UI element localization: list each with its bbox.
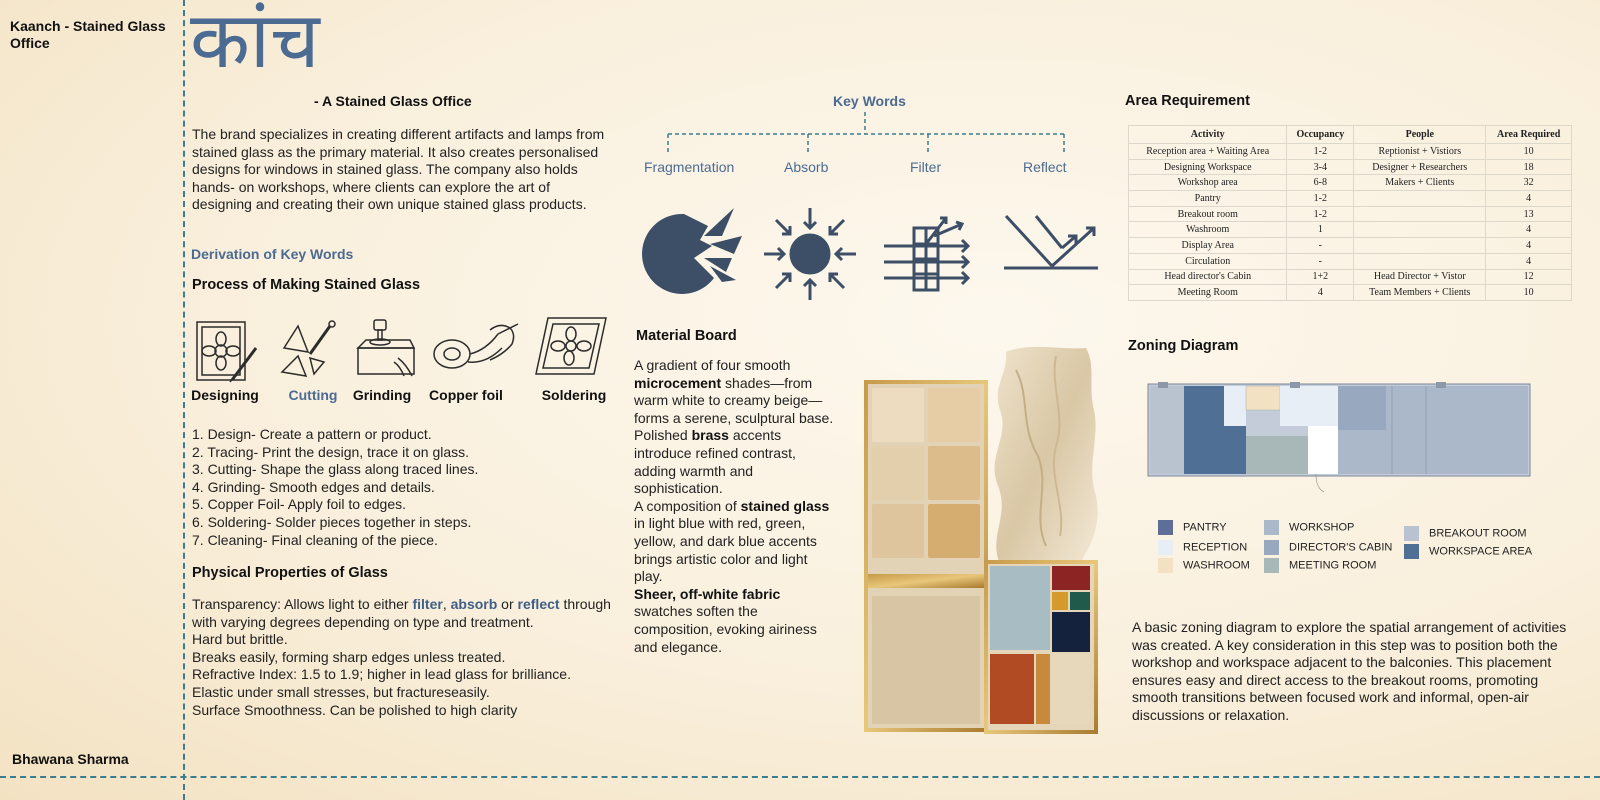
list-item: 2. Tracing- Print the design, trace it on glass. — [192, 443, 470, 460]
fabric-description — [634, 586, 838, 656]
material-board-heading: Material Board — [636, 328, 737, 344]
stage-label-cutting: Cutting — [288, 387, 338, 403]
column-header: Activity — [1129, 126, 1287, 144]
grinding-icon — [354, 318, 418, 391]
stage-label-copper-foil: Copper foil — [429, 387, 503, 403]
legend-label: WORKSHOP — [1289, 521, 1355, 534]
legend-label: WASHROOM — [1183, 559, 1250, 572]
table-cell: 1-2 — [1287, 191, 1354, 207]
table-cell: 4 — [1486, 238, 1572, 254]
legend-label: BREAKOUT ROOM — [1429, 527, 1527, 540]
property-line: Elastic under small stresses, but fractureseasily. — [192, 683, 490, 700]
legend-item-workshop — [1264, 520, 1354, 535]
list-item: 5. Copper Foil- Apply foil to edges. — [192, 496, 407, 513]
legend-item-breakout-room — [1404, 526, 1527, 541]
property-line: Surface Smoothness. Can be polished to high clarity — [192, 701, 518, 718]
microcement-description — [634, 357, 838, 427]
legend-item-pantry — [1158, 520, 1227, 535]
table-row — [1129, 144, 1572, 160]
table-cell: Designer + Researchers — [1354, 159, 1486, 175]
keywords-heading: Key Words — [833, 93, 906, 109]
legend-swatch — [1158, 558, 1173, 573]
vertical-divider — [183, 0, 185, 800]
keyword-reflect: reflect — [517, 596, 560, 612]
stage-label-designing: Designing — [191, 387, 259, 403]
table-row — [1129, 175, 1572, 191]
cutting-icon — [280, 318, 338, 391]
list-item: 3. Cutting- Shape the glass along traced lines. — [192, 461, 479, 478]
table-row — [1129, 159, 1572, 175]
legend-label: PANTRY — [1183, 521, 1227, 534]
column-header: Area Required — [1486, 126, 1572, 144]
text-span: shades—from warm white to creamy beige—forms a serene, sculptural base. — [634, 374, 834, 426]
table-row — [1129, 253, 1572, 269]
table-cell — [1354, 206, 1486, 222]
table-cell: 1 — [1287, 222, 1354, 238]
logo-text: कांच — [190, 0, 320, 86]
designing-icon — [194, 318, 262, 391]
table-row — [1129, 269, 1572, 285]
property-line: Refractive Index: 1.5 to 1.9; higher in lead glass for brilliance. — [192, 666, 571, 683]
table-cell — [1354, 222, 1486, 238]
zoning-floor-plan — [1146, 382, 1532, 499]
legend-label: WORKSPACE AREA — [1429, 545, 1533, 558]
table-cell: Circulation — [1129, 253, 1287, 269]
emphasis-brass: brass — [691, 427, 729, 444]
legend-swatch — [1158, 540, 1173, 555]
author-name: Bhawana Sharma — [12, 751, 129, 767]
table-cell: Team Members + Clients — [1354, 285, 1486, 301]
table-row — [1129, 238, 1572, 254]
table-cell: 1-2 — [1287, 206, 1354, 222]
legend-item-directors-cabin — [1264, 540, 1392, 555]
process-steps-list — [192, 426, 612, 549]
table-cell: Display Area — [1129, 238, 1287, 254]
column-header: People — [1354, 126, 1486, 144]
table-cell — [1354, 253, 1486, 269]
keyword-filter: Filter — [910, 159, 942, 175]
table-cell: Washroom — [1129, 222, 1287, 238]
table-cell: Workshop area — [1129, 175, 1287, 191]
legend-swatch — [1264, 520, 1279, 535]
legend-swatch — [1404, 526, 1419, 541]
keyword-absorb: absorb — [450, 596, 498, 612]
table-cell: 4 — [1287, 285, 1354, 301]
table-row — [1129, 222, 1572, 238]
text-span: Polished — [634, 427, 692, 444]
table-cell: 10 — [1486, 285, 1572, 301]
table-cell: Designing Workspace — [1129, 159, 1287, 175]
table-cell: Meeting Room — [1129, 285, 1287, 301]
material-board-image — [860, 346, 1112, 741]
list-item: 6. Soldering- Solder pieces together in steps. — [192, 513, 472, 530]
table-cell: Breakout room — [1129, 206, 1287, 222]
list-item: 7. Cleaning- Final cleaning of the piece. — [192, 531, 438, 548]
property-line: Breaks easily, forming sharp edges unless treated. — [192, 648, 506, 665]
area-requirement-table — [1128, 125, 1572, 301]
table-cell: Head director's Cabin — [1129, 269, 1287, 285]
legend-item-meeting-room — [1264, 558, 1376, 573]
list-item: 4. Grinding- Smooth edges and details. — [192, 478, 435, 495]
legend-item-reception — [1158, 540, 1247, 555]
table-cell: 4 — [1486, 222, 1572, 238]
table-row — [1129, 191, 1572, 207]
process-heading: Process of Making Stained Glass — [192, 277, 421, 293]
fragmentation-icon — [638, 206, 746, 307]
stage-label-grinding: Grinding — [352, 387, 412, 403]
properties-heading: Physical Properties of Glass — [192, 565, 388, 581]
text-span: A gradient of four smooth — [634, 357, 791, 373]
keywords-tree-lines — [660, 110, 1070, 154]
keyword-absorb: Absorb — [784, 159, 829, 175]
filter-icon — [882, 216, 972, 301]
table-header-row — [1129, 126, 1572, 144]
table-cell: Reptionist + Vistiors — [1354, 144, 1486, 160]
reflect-icon — [1002, 212, 1100, 277]
table-row — [1129, 285, 1572, 301]
legend-swatch — [1404, 544, 1419, 559]
table-cell: - — [1287, 238, 1354, 254]
intro-paragraph: The brand specializes in creating different artifacts and lamps from stained glass as the primary material. It also creates personalised designs for windows in stained glass. The company also holds hands- on workshops, where clients can explore the art of designing and creating their own unique stained glass products. — [192, 126, 605, 213]
emphasis-microcement: microcement — [634, 374, 722, 391]
table-cell: - — [1287, 253, 1354, 269]
properties-text — [192, 596, 624, 719]
transparency-prefix: Transparency: Allows light to either — [192, 596, 413, 612]
table-cell: 3-4 — [1287, 159, 1354, 175]
text-span: in light blue with red, green, yellow, and dark blue accents brings artistic color and light play. — [634, 515, 817, 585]
list-item: 1. Design- Create a pattern or product. — [192, 426, 432, 442]
text-span: A composition of — [634, 497, 741, 514]
emphasis-stained-glass: stained glass — [740, 497, 830, 514]
area-requirement-heading: Area Requirement — [1125, 93, 1250, 109]
table-cell: 6-8 — [1287, 175, 1354, 191]
transparency-line — [192, 596, 624, 631]
soldering-icon — [534, 316, 608, 383]
absorb-icon — [762, 206, 858, 307]
table-cell: 1-2 — [1287, 144, 1354, 160]
table-cell: Makers + Clients — [1354, 175, 1486, 191]
material-board-text — [634, 357, 838, 656]
subtitle: - A Stained Glass Office — [314, 93, 472, 109]
column-header: Occupancy — [1287, 126, 1354, 144]
table-row — [1129, 206, 1572, 222]
table-cell — [1354, 238, 1486, 254]
legend-label: MEETING ROOM — [1289, 559, 1377, 572]
project-title: Kaanch - Stained Glass Office — [10, 18, 166, 51]
table-cell: 12 — [1486, 269, 1572, 285]
table-cell: 1+2 — [1287, 269, 1354, 285]
separator: , — [442, 596, 451, 612]
table-cell: Head Director + Vistor — [1354, 269, 1486, 285]
table-cell: 10 — [1486, 144, 1572, 160]
table-cell: 13 — [1486, 206, 1572, 222]
keyword-filter: filter — [412, 596, 443, 612]
text-span: swatches soften the composition, evoking airiness and elegance. — [634, 603, 817, 655]
table-cell — [1354, 191, 1486, 207]
legend-label: RECEPTION — [1183, 541, 1248, 554]
emphasis-fabric: Sheer, off-white fabric — [634, 585, 781, 602]
stained-glass-description — [634, 498, 838, 586]
keyword-reflect: Reflect — [1023, 159, 1067, 175]
derivation-heading: Derivation of Key Words — [191, 246, 354, 262]
table-cell: 4 — [1486, 253, 1572, 269]
legend-swatch — [1264, 558, 1279, 573]
stage-label-soldering: Soldering — [541, 387, 607, 403]
zoning-description: A basic zoning diagram to explore the spatial arrangement of activities was created. A key consideration in this step was to position both the workshop and workspace adjacent to the balconies. This placement ensures easy and direct access to the breakout rooms, promoting smooth transitions between focused work and informal, open-air discussions or relaxation. — [1132, 619, 1567, 723]
legend-label: DIRECTOR'S CABIN — [1289, 541, 1393, 554]
separator: or — [497, 596, 518, 612]
legend-item-workspace-area — [1404, 544, 1532, 559]
table-cell: Pantry — [1129, 191, 1287, 207]
horizontal-divider — [0, 776, 1600, 778]
table-cell: 18 — [1486, 159, 1572, 175]
keyword-fragmentation: Fragmentation — [644, 159, 735, 175]
copper-foil-icon — [432, 320, 520, 383]
table-cell: Reception area + Waiting Area — [1129, 144, 1287, 160]
zoning-legend — [1158, 520, 1538, 580]
legend-item-washroom — [1158, 558, 1250, 573]
zoning-diagram-heading: Zoning Diagram — [1128, 338, 1239, 354]
transparency-suffix: through with varying degrees depending on type and treatment. — [192, 596, 611, 630]
legend-swatch — [1264, 540, 1279, 555]
brass-description — [634, 427, 838, 497]
table-cell: 4 — [1486, 191, 1572, 207]
property-line: Hard but brittle. — [192, 631, 288, 648]
table-cell: 32 — [1486, 175, 1572, 191]
legend-swatch — [1158, 520, 1173, 535]
text-span: accents introduce refined contrast, adding warmth and sophistication. — [634, 427, 796, 497]
